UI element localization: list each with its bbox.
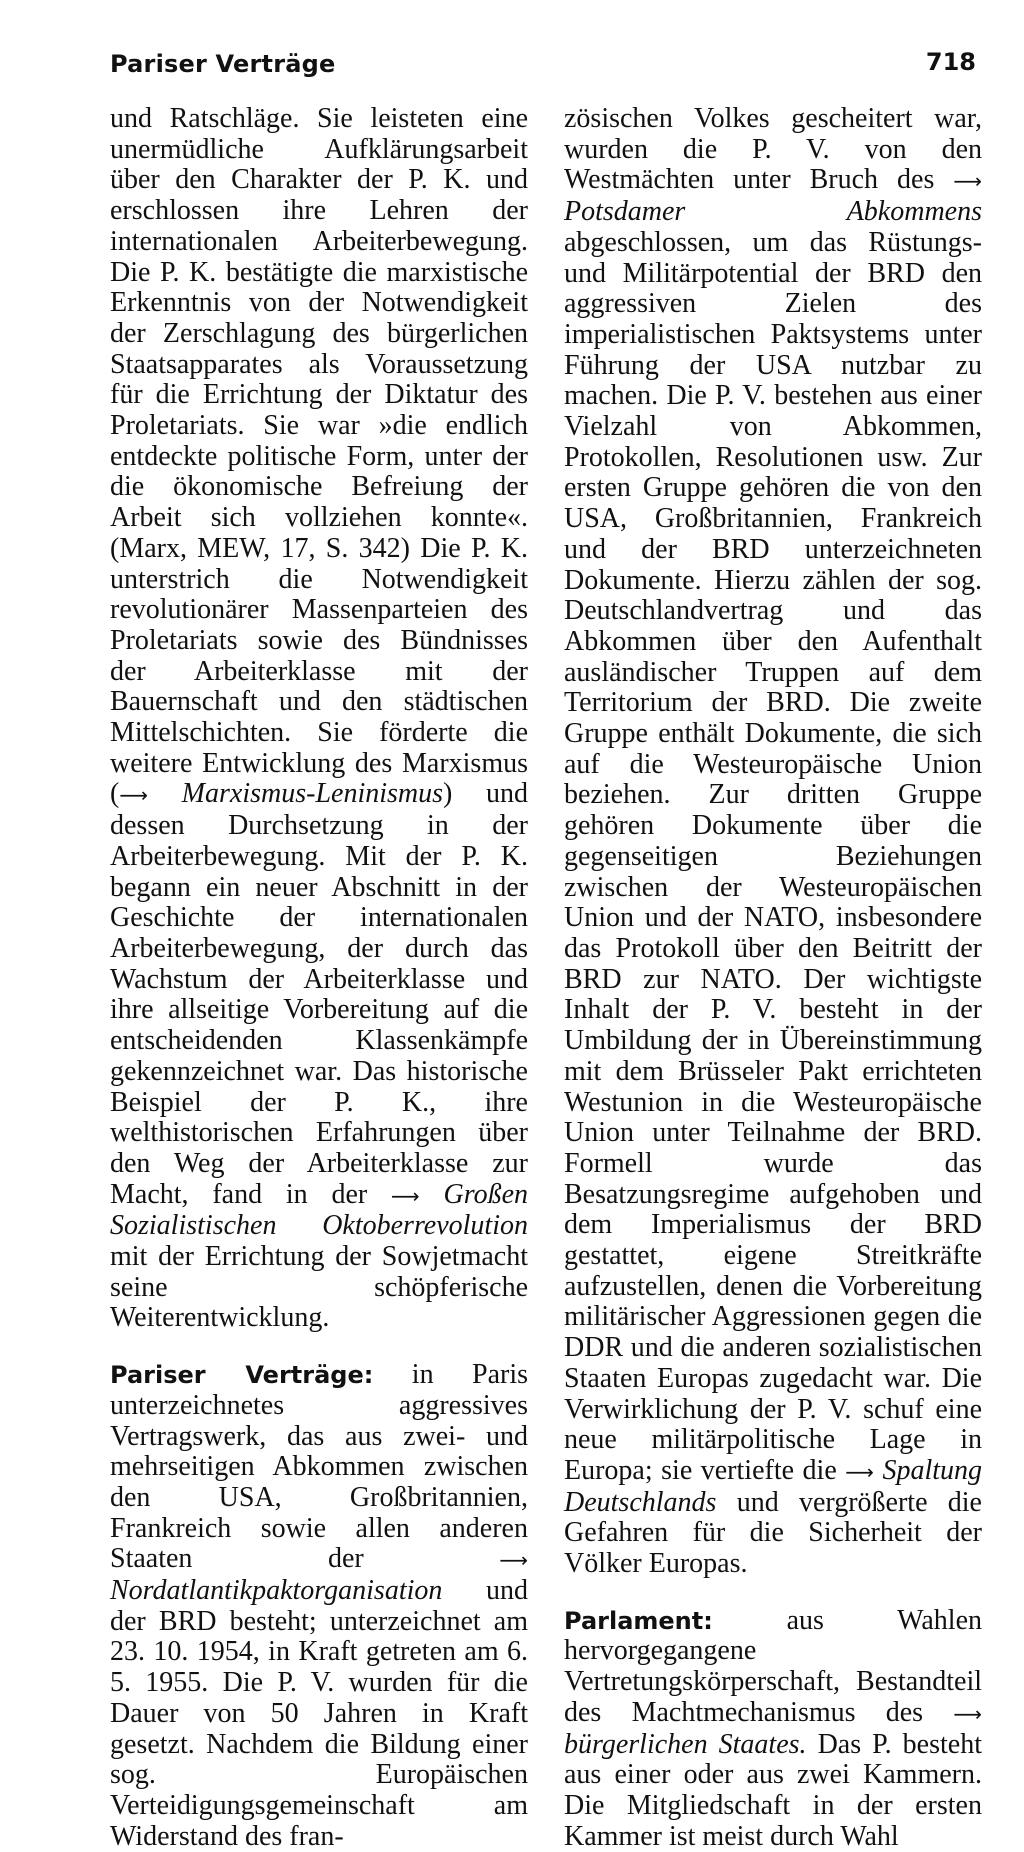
entry-headword: Parlament:	[564, 1606, 713, 1635]
text-run: Das P. besteht aus einer oder aus zwei Kammern. Die Mitgliedschaft in der ersten Kammer ist meist durch Wahl	[564, 1728, 982, 1852]
entry-continuation-paragraph	[110, 104, 528, 1334]
left-column	[110, 104, 528, 1852]
text-run: mit der Errichtung der Sowjetmacht seine schöpferische Weiterentwicklung.	[110, 1241, 528, 1334]
page-number: 718	[925, 48, 976, 76]
entry-parlament	[564, 1606, 982, 1852]
cross-reference-arrow-icon: ⟶	[499, 1548, 528, 1573]
text-run: abgeschlossen, um das Rüstungs- und Militärpotential der BRD den aggressiven Zielen des imperialistischen Paktsystems unter Führung der USA nutzbar zu machen. Die P. V. bestehen aus einer Vielzahl von Abkommen, Protokollen, Resolutionen usw. Zur ersten Gruppe gehören die von den USA, Großbritannien, Frankreich und der BRD unterzeichneten Dokumente. Hierzu zählen der sog. Deutschlandvertrag und das Abkommen über den Aufenthalt ausländischer Truppen auf dem Territorium der BRD. Die zweite Gruppe enthält Dokumente, die sich auf die Westeuropäische Union beziehen. Zur dritten Gruppe gehören Dokumente über die gegenseitigen Beziehungen zwischen der Westeuropäischen Union und der NATO, insbesondere das Protokoll über den Beitritt der BRD zur NATO. Der wichtigste Inhalt der P. V. besteht in der Umbildung der in Übereinstimmung mit dem Brüsseler Pakt errichteten Westunion in die Westeuropäische Union unter Teilnahme der BRD. Formell wurde das Besatzungsregime aufgehoben und dem Imperialismus der BRD gestattet, eigene Streitkräfte aufzustellen, denen die Vorbereitung militärischer Aggressionen gegen die DDR und die anderen sozialistischen Staaten Europas zugedacht war. Die Verwirklichung der P. V. schuf eine neue militärpolitische Lage in Europa; sie vertiefte die	[564, 226, 982, 1486]
text-run: und Ratschläge. Sie leisteten eine unermüdliche Aufklärungsarbeit über den Charakter der P. K. und erschlossen ihre Lehren der internationalen Arbeiterbewegung. Die P. K. bestätigte die marxistische Erkenntnis von der Notwendigkeit der Zerschlagung des bürgerlichen Staatsapparates als Voraussetzung für die Errichtung der Diktatur des Proletariats. Sie war »die endlich entdeckte politische Form, unter der die ökonomische Befreiung der Arbeit sich vollziehen konnte«. (Marx, MEW, 17, S. 342) Die P. K. unterstrich die Notwendigkeit revolutionärer Massenparteien des Proletariats sowie des Bündnisses der Arbeiterklasse mit der Bauernschaft und den städtischen Mittelschichten. Sie förderte die weitere Entwicklung des Marxismus (	[110, 103, 528, 810]
entry-pariser-vertraege	[110, 1360, 528, 1852]
cross-reference-arrow-icon: ⟶	[119, 783, 148, 808]
cross-reference-marxismus-leninismus[interactable]: Marxismus-Leninismus	[181, 778, 444, 810]
text-run: und vergrößerte die Gefahren für die Sicherheit der Völker Europas.	[564, 1486, 982, 1580]
cross-reference-arrow-icon: ⟶	[953, 1701, 982, 1726]
text-run: und der BRD besteht; unterzeichnet am 23. 10. 1954, in Kraft getreten am 6. 5. 1955. Die P. V. wurden für die Dauer von 50 Jahren in Kraft gesetzt. Nachdem die Bildung einer sog. Europäischen Verteidigungsgemeinschaft am Widerstand des fran-	[110, 1575, 528, 1852]
right-column	[564, 104, 982, 1852]
text-run: aus Wahlen hervorgegangene Vertretungskörperschaft, Bestandteil des Machtmechanismus des	[564, 1604, 982, 1728]
cross-reference-buergerlicher-staat[interactable]: bürgerlichen Staates.	[564, 1728, 807, 1760]
running-head: Pariser Verträge	[110, 50, 336, 78]
cross-reference-arrow-icon: ⟶	[953, 169, 982, 194]
cross-reference-potsdamer-abkommen[interactable]: Potsdamer Abkommens	[564, 196, 982, 228]
cross-reference-arrow-icon: ⟶	[845, 1459, 874, 1484]
cross-reference-arrow-icon: ⟶	[391, 1183, 420, 1208]
cross-reference-spaltung-deutschlands[interactable]: Spaltung Deutschlands	[564, 1454, 983, 1518]
entry-headword: Pariser Verträge:	[110, 1361, 374, 1390]
text-run: zösischen Volkes gescheitert war, wurden die P. V. von den Westmächten unter Bruch des	[564, 103, 982, 196]
cross-reference-nordatlantikpaktorganisation[interactable]: Nordatlantikpaktorganisation	[110, 1575, 443, 1607]
text-run: ) und dessen Durchsetzung in der Arbeiterbewegung. Mit der P. K. begann ein neuer Abschnitt in der Geschichte der internationalen Arbeiterbewegung, der durch das Wachstum der Arbeiterklasse und ihre allseitige Vorbereitung auf die entscheidenden Klassenkämpfe gekennzeichnet war. Das historische Beispiel der P. K., ihre welthistorischen Erfahrungen über den Weg der Arbeiterklasse zur Macht, fand in der	[110, 778, 529, 1210]
text-run: in Paris unterzeichnetes aggressives Vertragswerk, das aus zwei- und mehrseitigen Abkommen zwischen den USA, Großbritannien, Frankreich sowie allen anderen Staaten der	[110, 1359, 529, 1575]
cross-reference-oktoberrevolution[interactable]: Großen Sozialistischen Oktoberrevolution	[110, 1178, 528, 1242]
entry-continuation-paragraph	[564, 104, 982, 1580]
